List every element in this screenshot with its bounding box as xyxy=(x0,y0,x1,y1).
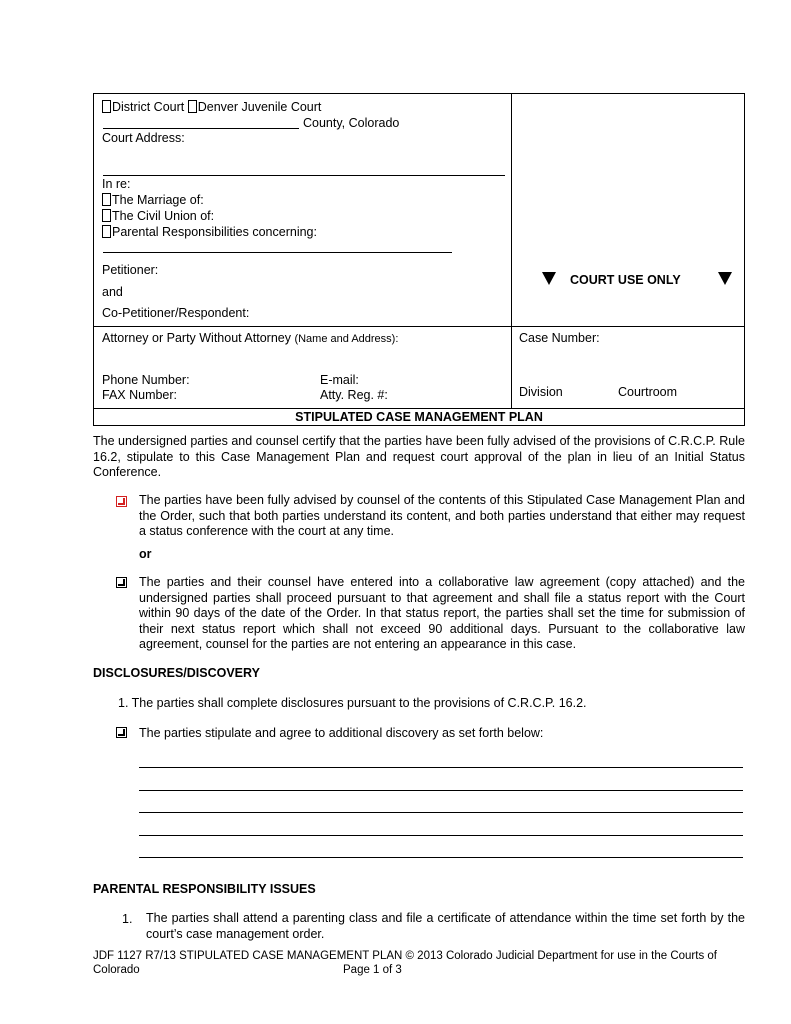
marriage-checkbox[interactable] xyxy=(102,193,111,206)
caption-parties-cell xyxy=(94,94,512,326)
court-address-label: Court Address: xyxy=(102,131,185,145)
footer-line-2 xyxy=(93,963,753,977)
disclosures-item-1: 1. The parties shall complete disclosures pursuant to the provisions of C.R.C.P. 16.2. xyxy=(118,696,587,710)
court-selection xyxy=(102,99,321,115)
discovery-blank-line[interactable] xyxy=(139,835,743,836)
parental-label: Parental Responsibilities concerning: xyxy=(112,225,317,239)
or-label: or xyxy=(139,547,152,561)
court-address-blank[interactable] xyxy=(103,175,505,176)
triangle-down-icon xyxy=(542,272,556,289)
fax-label: FAX Number: xyxy=(102,388,178,402)
parental-option xyxy=(102,224,317,240)
discovery-blank-line[interactable] xyxy=(139,812,743,813)
footer-line-1: JDF 1127 R7/13 STIPULATED CASE MANAGEMENT PLAN © 2013 Colorado Judicial Department for use in the Courts of xyxy=(93,950,717,962)
email-label: E-mail: xyxy=(320,373,359,387)
page-number: Page 1 of 3 xyxy=(343,964,402,976)
civil-union-label: The Civil Union of: xyxy=(112,209,215,223)
courtroom-label: Courtroom xyxy=(618,385,678,399)
parental-item-number: 1. xyxy=(122,912,133,926)
option-1-checkbox-icon[interactable] xyxy=(116,496,127,507)
discovery-blank-line[interactable] xyxy=(139,857,743,858)
parental-checkbox[interactable] xyxy=(102,225,111,238)
option-1-text: The parties have been fully advised by counsel of the contents of this Stipulated Case Management Plan and the Order, such that both parties understand its content, and both parties understand that either may request a status conference with the court at any time. xyxy=(139,493,745,538)
atty-reg-label: Atty. Reg. #: xyxy=(320,388,388,402)
court-use-cell xyxy=(512,94,744,326)
option-2-text: The parties and their counsel have entered into a collaborative law agreement (copy attached) and the undersigned parties shall proceed pursuant to that agreement and shall file a status report with the Court within 90 days of the date of the Order. In that status report, the parties shall set the time for submission of their next status report which shall not exceed 90 additional days. Pursuant to the collaborative law agreement, counsel for the parties are not entering an appearance in this case. xyxy=(139,575,745,651)
attorney-label xyxy=(102,330,398,347)
intro-paragraph: The undersigned parties and counsel certify that the parties have been fully advised of the provisions of C.R.C.P. Rule 16.2, stipulate to this Case Management Plan and request court approval of the plan in lieu of an Initial Status Conference. xyxy=(93,434,745,479)
footer-state: Colorado xyxy=(93,964,140,976)
and-label: and xyxy=(102,285,123,299)
document-title: STIPULATED CASE MANAGEMENT PLAN xyxy=(94,408,744,425)
triangle-down-icon xyxy=(718,272,732,289)
in-re-label: In re: xyxy=(102,177,131,191)
petitioner-label: Petitioner: xyxy=(102,263,159,277)
page-footer xyxy=(93,949,753,977)
parental-heading: PARENTAL RESPONSIBILITY ISSUES xyxy=(93,882,316,896)
parties-blank[interactable] xyxy=(103,252,452,253)
discovery-blank-line[interactable] xyxy=(139,767,743,768)
marriage-label: The Marriage of: xyxy=(112,193,204,207)
district-court-label: District Court xyxy=(112,100,185,114)
district-court-checkbox[interactable] xyxy=(102,100,111,113)
case-number-cell xyxy=(512,326,744,408)
discovery-blank-line[interactable] xyxy=(139,790,743,791)
attorney-label-small: (Name and Address): xyxy=(294,333,399,345)
court-use-only-label: COURT USE ONLY xyxy=(570,273,681,287)
option-2-checkbox-icon[interactable] xyxy=(116,577,127,588)
case-caption xyxy=(93,93,745,426)
parental-item-1: The parties shall attend a parenting class and file a certificate of attendance within the time set forth by the court’s case management order. xyxy=(146,911,745,941)
co-petitioner-label: Co-Petitioner/Respondent: xyxy=(102,306,250,320)
disclosures-heading: DISCLOSURES/DISCOVERY xyxy=(93,666,260,680)
division-label: Division xyxy=(519,385,563,399)
additional-discovery-checkbox-icon[interactable] xyxy=(116,727,127,738)
civil-union-checkbox[interactable] xyxy=(102,209,111,222)
phone-label: Phone Number: xyxy=(102,373,190,387)
case-number-label: Case Number: xyxy=(519,331,600,345)
juvenile-court-label: Denver Juvenile Court xyxy=(197,100,322,114)
county-label: County, Colorado xyxy=(303,116,400,130)
county-blank[interactable] xyxy=(103,128,299,129)
civil-union-option xyxy=(102,208,214,224)
marriage-option xyxy=(102,192,204,208)
additional-discovery-text: The parties stipulate and agree to additional discovery as set forth below: xyxy=(139,726,544,740)
attorney-label-text: Attorney or Party Without Attorney xyxy=(102,331,295,345)
attorney-cell xyxy=(94,326,512,408)
juvenile-court-checkbox[interactable] xyxy=(188,100,197,113)
